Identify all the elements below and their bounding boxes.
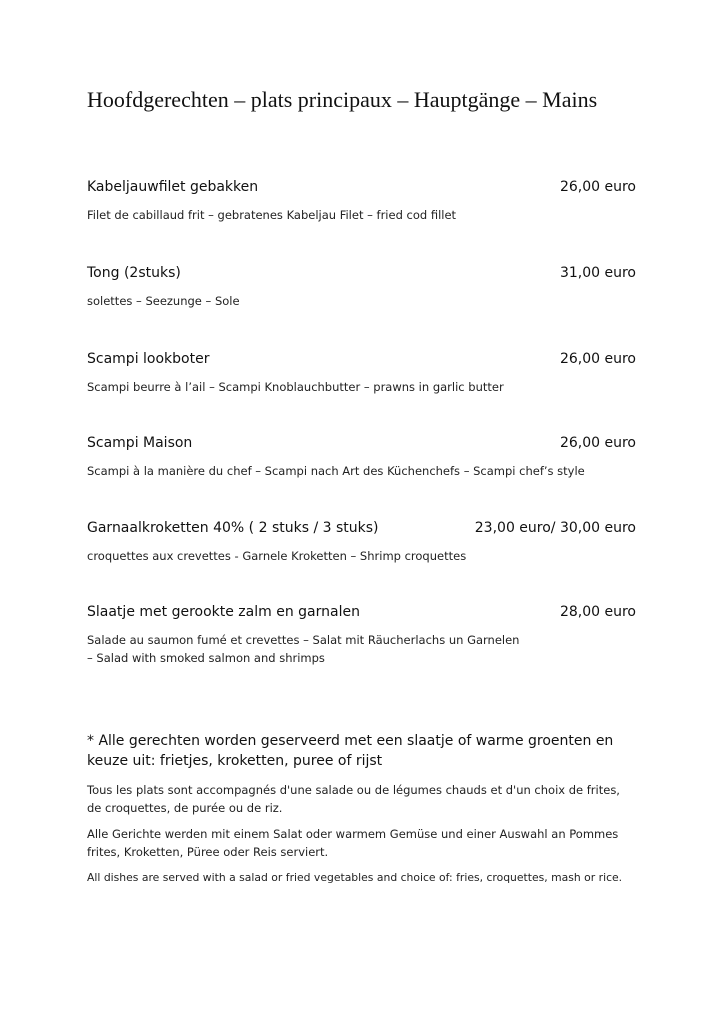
note-heading: * Alle gerechten worden geserveerd met een slaatje of warme groenten en keuze uit: frietjes, kroketten, puree of rijst (87, 733, 614, 769)
dish-name: Kabeljauwfilet gebakken (87, 179, 259, 195)
note-german: Alle Gerichte werden mit einem Salat oder warmem Gemüse und einer Auswahl an Pommes frites, Kroketten, Püree oder Reis serviert. (87, 827, 619, 859)
note-french: Tous les plats sont accompagnés d'une salade ou de légumes chauds et d'un choix de frites, de croquettes, de purée ou de riz. (87, 783, 620, 815)
serving-note (87, 731, 632, 895)
dish-price: 26,00 euro (559, 435, 636, 451)
dish-description: Filet de cabillaud frit – gebratenes Kabeljau Filet – fried cod fillet (87, 208, 457, 222)
dish-row (87, 602, 636, 622)
dish-description: croquettes aux crevettes - Garnele Kroketten – Shrimp croquettes (87, 549, 467, 563)
dish-price: 28,00 euro (559, 604, 636, 620)
dish-description: Scampi beurre à l’ail – Scampi Knoblauchbutter – prawns in garlic butter (87, 380, 504, 394)
dish-row (87, 263, 636, 283)
dish-item (87, 263, 636, 310)
dish-name: Tong (2stuks) (87, 265, 181, 281)
note-english: All dishes are served with a salad or fried vegetables and choice of: fries, croquettes, mash or rice. (87, 871, 623, 884)
dish-row (87, 349, 636, 369)
dish-row (87, 177, 636, 197)
dish-price: 26,00 euro (559, 179, 636, 195)
dish-description: Salade au saumon fumé et crevettes – Salat mit Räucherlachs un Garnelen – Salad with smoked salmon and shrimps (87, 633, 520, 665)
dish-name: Scampi Maison (87, 435, 193, 451)
dish-price: 31,00 euro (559, 265, 636, 281)
dish-item (87, 518, 636, 565)
page-title: Hoofdgerechten – plats principaux – Hauptgänge – Mains (87, 87, 598, 112)
dish-row (87, 518, 636, 538)
dish-price: 26,00 euro (559, 351, 636, 367)
dish-name: Garnaalkroketten 40% ( 2 stuks / 3 stuks) (87, 520, 379, 536)
dish-item (87, 433, 636, 480)
dish-row (87, 433, 636, 453)
dish-description: solettes – Seezunge – Sole (87, 294, 240, 308)
dish-description: Scampi à la manière du chef – Scampi nach Art des Küchenchefs – Scampi chef’s style (87, 464, 585, 478)
dish-item (87, 602, 636, 667)
dish-price: 23,00 euro/ 30,00 euro (474, 520, 636, 536)
dish-item (87, 349, 636, 396)
dish-name: Slaatje met gerookte zalm en garnalen (87, 604, 360, 620)
dish-name: Scampi lookboter (87, 351, 210, 367)
dish-item (87, 177, 636, 224)
